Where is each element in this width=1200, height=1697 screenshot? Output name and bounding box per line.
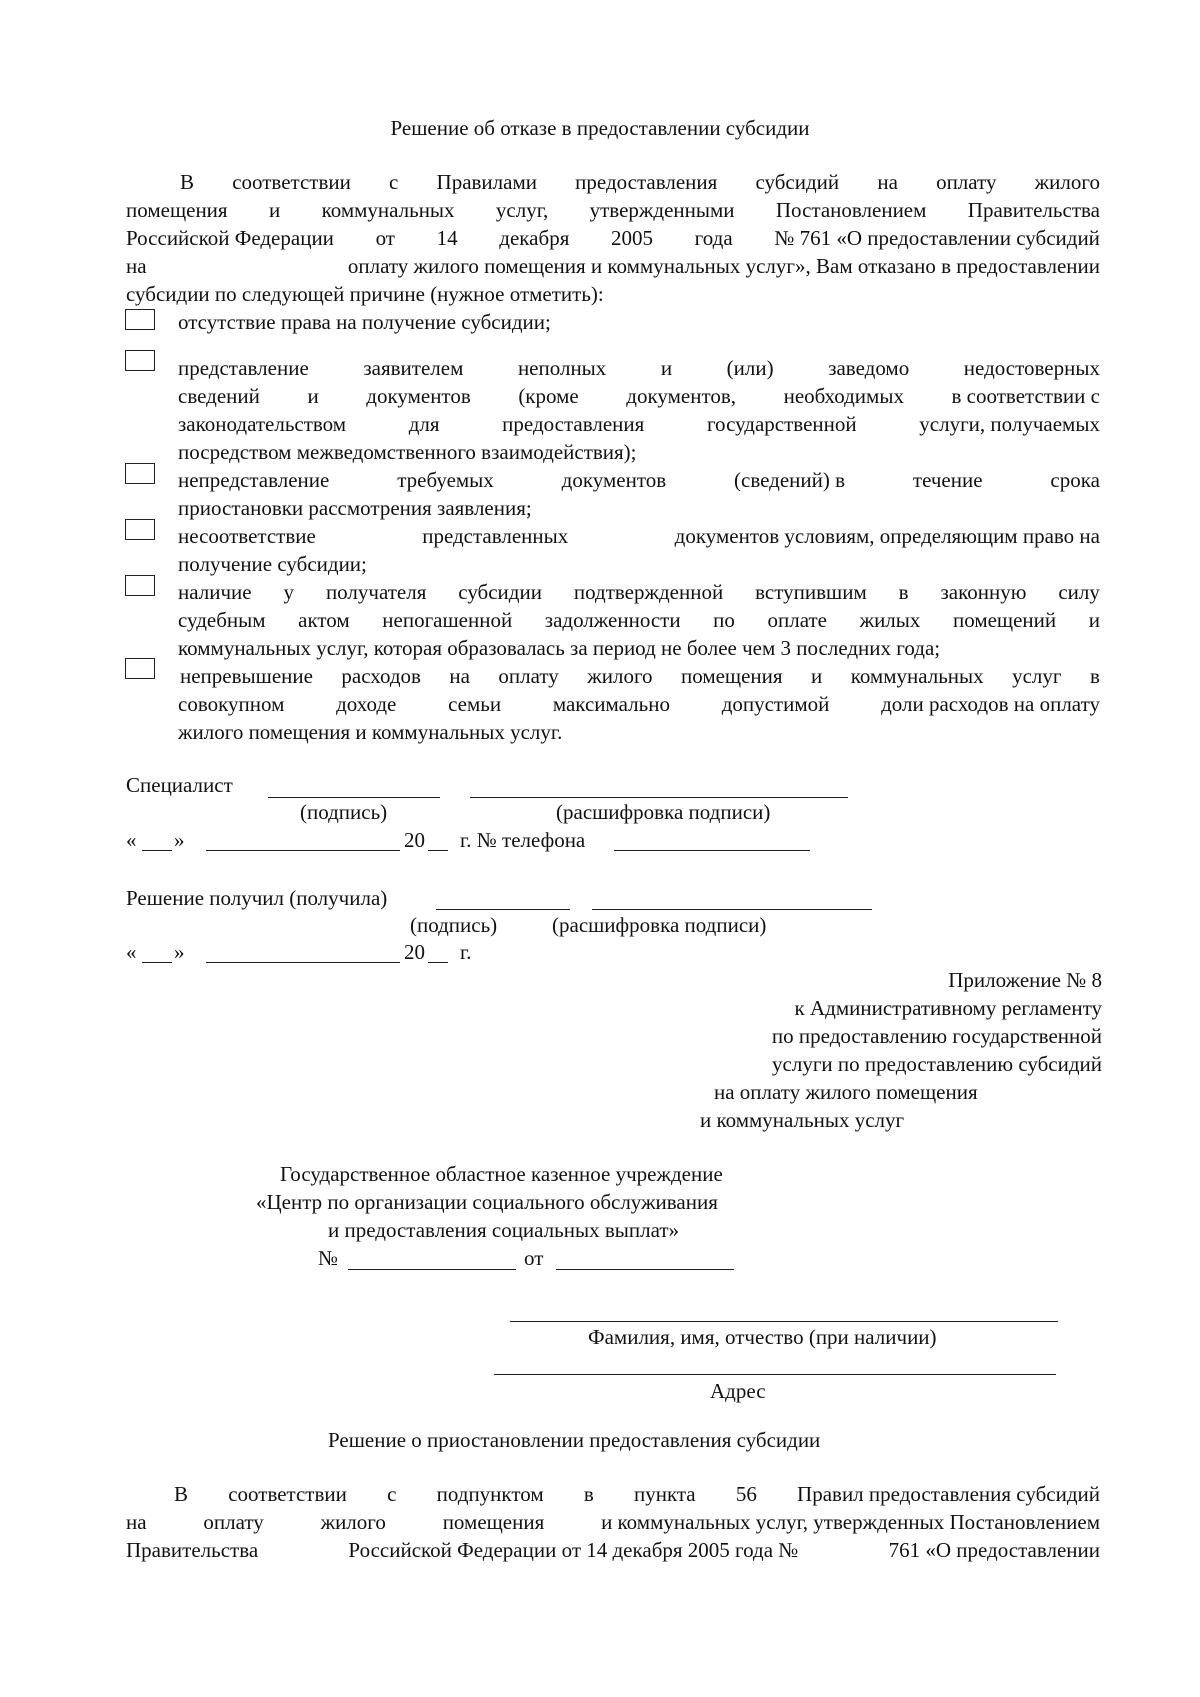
decoding-caption: (расшифровка подписи) — [556, 800, 771, 824]
word: недостоверных — [963, 356, 1100, 380]
word: непогашенной — [382, 608, 513, 632]
reason-line — [178, 638, 940, 659]
word: получение субсидии; — [178, 552, 367, 576]
month-field[interactable] — [206, 850, 400, 851]
reason-line — [178, 554, 367, 575]
word: доходе — [336, 692, 397, 716]
word: коммунальных услуг, которая образовалась за период не более чем 3 последних года; — [178, 636, 941, 660]
institution-line: и предоставления социальных выплат» — [328, 1218, 680, 1242]
word: Российской Федерации от 14 декабря 2005 года № — [348, 1538, 799, 1562]
word: государственной — [706, 412, 857, 436]
word: (сведений) в — [734, 468, 846, 492]
recipient-address-field[interactable] — [494, 1374, 1056, 1375]
word: судебным — [178, 608, 266, 632]
appendix-line: и коммунальных услуг — [700, 1108, 905, 1132]
specialist-label: Специалист — [126, 773, 233, 797]
word: (или) — [726, 356, 774, 380]
reason-line — [178, 582, 1100, 603]
word: 761 «О предоставлении — [888, 1538, 1100, 1562]
word: в — [1089, 664, 1100, 688]
word: предоставления — [502, 412, 645, 436]
word: жилого помещения и коммунальных услуг. — [178, 720, 563, 744]
word: вступившим — [755, 580, 867, 604]
word: документов — [366, 384, 471, 408]
appendix-line: услуги по предоставлению субсидий — [772, 1052, 1102, 1076]
word: и — [1088, 608, 1100, 632]
word: и — [268, 198, 281, 222]
intro-line — [126, 200, 1100, 221]
appendix-line: к Административному регламенту — [794, 996, 1102, 1020]
word: и — [811, 664, 823, 688]
word: и коммунальных услуг, утвержденных Постановлением — [601, 1510, 1100, 1534]
word: с — [389, 170, 399, 194]
suspension-line — [126, 1540, 1100, 1561]
quote-close: » — [174, 828, 185, 852]
word: расходов — [341, 664, 421, 688]
word: (кроме — [518, 384, 579, 408]
word: в — [583, 1482, 594, 1506]
word: для — [408, 412, 440, 436]
word: коммунальных — [321, 198, 455, 222]
word: в соответствии с — [951, 384, 1100, 408]
word: помещений — [952, 608, 1057, 632]
word: подтвержденной — [573, 580, 724, 604]
word: у — [283, 580, 295, 604]
specialist-decoding-field[interactable] — [470, 797, 848, 798]
word: посредством межведомственного взаимодействия); — [178, 440, 637, 464]
word: от — [375, 226, 395, 250]
received-label: Решение получил (получила) — [126, 886, 388, 910]
quote-open: « — [126, 940, 137, 964]
word: года — [694, 226, 733, 250]
word: 56 — [735, 1482, 757, 1506]
recipient-address-caption: Адрес — [710, 1379, 766, 1403]
reason-line — [178, 694, 1100, 715]
reason-line — [178, 526, 1100, 547]
recipient-name-caption: Фамилия, имя, отчество (при наличии) — [588, 1325, 937, 1349]
received-signature-field[interactable] — [436, 909, 570, 910]
year-field[interactable] — [428, 962, 448, 963]
reason-line — [178, 498, 532, 519]
received-decoding-field[interactable] — [592, 909, 872, 910]
word: совокупном — [178, 692, 285, 716]
reason-line — [178, 386, 1100, 407]
phone-field[interactable] — [614, 850, 810, 851]
word: отсутствие права на получение субсидии; — [178, 310, 551, 334]
word: на — [126, 1510, 147, 1534]
year-prefix: 20 — [404, 940, 425, 964]
word: жилого — [320, 1510, 386, 1534]
word: соответствии — [232, 170, 351, 194]
reason-line — [178, 722, 562, 743]
signature-caption: (подпись) — [410, 913, 498, 937]
day-field[interactable] — [142, 850, 172, 851]
word: с — [387, 1482, 397, 1506]
word: декабря — [499, 226, 570, 250]
institution-line: Государственное областное казенное учреждение — [280, 1162, 723, 1186]
word: непредставление — [178, 468, 330, 492]
word: жилого — [587, 664, 653, 688]
suspension-line — [174, 1484, 1100, 1505]
appendix-line: Приложение № 8 — [948, 968, 1102, 992]
appendix-line: по предоставлению государственной — [771, 1024, 1102, 1048]
word: услуг, — [495, 198, 549, 222]
signature-caption: (подпись) — [300, 800, 388, 824]
decoding-caption: (расшифровка подписи) — [552, 913, 767, 937]
from-label: от — [524, 1246, 544, 1270]
word: Российской Федерации — [126, 226, 334, 250]
word: в — [898, 580, 909, 604]
year-field[interactable] — [428, 850, 448, 851]
intro-line: субсидии по следующей причине (нужное отметить): — [126, 282, 604, 306]
word: оплате — [767, 608, 827, 632]
reason-line — [178, 414, 1100, 435]
year-prefix: 20 — [404, 828, 425, 852]
decision-date-field[interactable] — [556, 1269, 734, 1270]
word: В — [180, 170, 195, 194]
suspension-line — [126, 1512, 1100, 1533]
word: оплату — [203, 1510, 264, 1534]
word: подпунктом — [436, 1482, 544, 1506]
word: течение — [912, 468, 983, 492]
word: доли расходов на оплату — [881, 692, 1100, 716]
word: необходимых — [783, 384, 904, 408]
quote-close: » — [174, 940, 185, 964]
word: задолженности — [544, 608, 681, 632]
word: Постановлением — [775, 198, 927, 222]
word: допустимой — [721, 692, 830, 716]
word: Правилами — [436, 170, 537, 194]
word: непревышение — [180, 664, 313, 688]
number-label: № — [318, 1246, 339, 1270]
reason-line — [178, 470, 1100, 491]
quote-open: « — [126, 828, 137, 852]
word: коммунальных — [850, 664, 984, 688]
reason-checkbox[interactable] — [125, 350, 155, 371]
reason-checkbox[interactable] — [125, 658, 155, 679]
word: помещения — [442, 1510, 545, 1534]
reason-line — [178, 442, 637, 463]
word: неполных — [517, 356, 607, 380]
word: документов, — [626, 384, 737, 408]
word: Правительства — [126, 1538, 259, 1562]
word: максимально — [552, 692, 670, 716]
word: оплату — [498, 664, 559, 688]
reason-checkbox[interactable] — [125, 519, 155, 540]
word: субсидии — [458, 580, 542, 604]
month-field[interactable] — [206, 962, 400, 963]
word: законную — [940, 580, 1027, 604]
phone-label: г. № телефона — [460, 828, 586, 852]
recipient-name-field[interactable] — [510, 1321, 1058, 1322]
word: приостановки рассмотрения заявления; — [178, 496, 532, 520]
suspension-title: Решение о приостановлении предоставления субсидии — [328, 1428, 821, 1452]
word: и — [307, 384, 319, 408]
word: оплату — [936, 170, 997, 194]
decision-number-field[interactable] — [348, 1269, 516, 1270]
word: сведений — [178, 384, 260, 408]
word: жилого — [1034, 170, 1100, 194]
appendix-line: на оплату жилого помещения — [714, 1080, 978, 1104]
refusal-title: Решение об отказе в предоставлении субсидии — [390, 116, 810, 140]
word: несоответствие — [178, 524, 316, 548]
word: 2005 — [611, 226, 654, 250]
word: Правительства — [967, 198, 1100, 222]
word: соответствии — [228, 1482, 347, 1506]
word: услуги, получаемых — [919, 412, 1100, 436]
reason-checkbox[interactable] — [125, 463, 155, 484]
word: наличие — [178, 580, 252, 604]
word: представленных — [422, 524, 569, 548]
word: пункта — [633, 1482, 696, 1506]
word: жилых — [859, 608, 921, 632]
intro-line — [126, 256, 1100, 277]
word: предоставления — [575, 170, 718, 194]
intro-line — [180, 172, 1100, 193]
reason-line — [178, 312, 551, 333]
year-suffix: г. — [460, 940, 472, 964]
reason-line — [178, 358, 1100, 379]
word: 14 — [436, 226, 458, 250]
word: на — [126, 254, 147, 278]
word: семьи — [448, 692, 502, 716]
word: № 761 «О предоставлении субсидий — [774, 226, 1100, 250]
word: получателя — [325, 580, 427, 604]
word: оплату жилого помещения и коммунальных услуг», Вам отказано в предоставлении — [347, 254, 1100, 278]
word: представление — [178, 356, 309, 380]
reason-checkbox[interactable] — [125, 309, 155, 330]
institution-line: «Центр по организации социального обслуживания — [256, 1190, 718, 1214]
word: В — [174, 1482, 189, 1506]
word: актом — [298, 608, 350, 632]
word: на — [449, 664, 470, 688]
word: по — [713, 608, 735, 632]
day-field[interactable] — [142, 962, 172, 963]
reason-line — [180, 666, 1100, 687]
word: помещения — [126, 198, 228, 222]
word: и — [660, 356, 673, 380]
word: срока — [1050, 468, 1100, 492]
word: документов — [561, 468, 667, 492]
word: требуемых — [397, 468, 494, 492]
word: услуг — [1012, 664, 1062, 688]
word: заявителем — [363, 356, 464, 380]
specialist-signature-field[interactable] — [268, 797, 440, 798]
word: субсидий — [755, 170, 840, 194]
intro-line — [126, 228, 1100, 249]
word: силу — [1058, 580, 1100, 604]
word: утвержденными — [589, 198, 735, 222]
reason-checkbox[interactable] — [125, 575, 155, 596]
word: заведомо — [828, 356, 910, 380]
word: на — [877, 170, 898, 194]
reason-line — [178, 610, 1100, 631]
word: Правил предоставления субсидий — [797, 1482, 1100, 1506]
word: помещения — [680, 664, 783, 688]
word: документов условиям, определяющим право на — [674, 524, 1100, 548]
word: законодательством — [178, 412, 347, 436]
